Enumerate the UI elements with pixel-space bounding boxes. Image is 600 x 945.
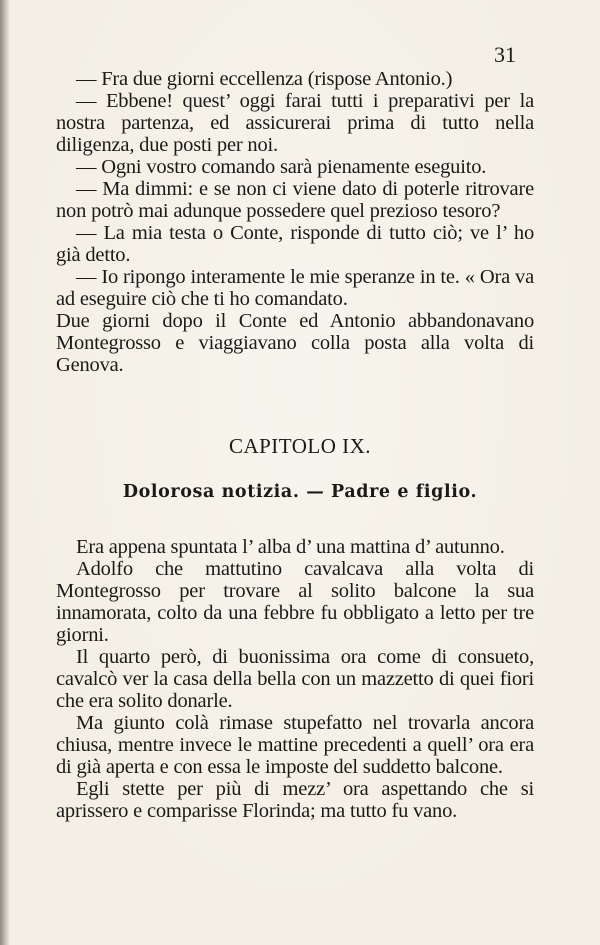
paragraph: Adolfo che mattutino cavalcava alla volta di Montegrosso per trovare al solito balcone la sua innamorata, colto da una febbre fu obbligato a letto per tre giorni. <box>56 558 534 646</box>
paragraph: Il quarto però, di buonissima ora come di consueto, cavalcò ver la casa della bella con un mazzetto di quei fiori che era solito donarle. <box>56 646 534 712</box>
chapter-title: CAPITOLO IX. <box>228 434 372 458</box>
chapter-body <box>56 536 534 822</box>
paragraph: — Io ripongo interamente le mie speranze in te. « Ora va ad eseguire ciò che ti ho comandato. <box>56 266 534 310</box>
paragraph: — Fra due giorni eccellenza (rispose Antonio.) <box>76 68 453 90</box>
paragraph: — La mia testa o Conte, risponde di tutto ciò; ve l’ ho già detto. <box>56 222 534 266</box>
paragraph: Due giorni dopo il Conte ed Antonio abbandonavano Montegrosso e viaggiavano colla posta alla volta di Genova. <box>56 310 534 376</box>
page-gutter-shadow <box>0 0 10 945</box>
paragraph: — Ogni vostro comando sarà pienamente eseguito. <box>76 156 487 178</box>
paragraph: Era appena spuntata l’ alba d’ una mattina d’ autunno. <box>76 536 505 558</box>
paragraph: Ma giunto colà rimase stupefatto nel trovarla ancora chiusa, mentre invece le mattine precedenti a quell’ ora era di già aperta e con essa le imposte del suddetto balcone. <box>56 712 534 778</box>
page-number: 31 <box>494 42 516 67</box>
paragraph: Egli stette per più di mezz’ ora aspettando che si aprissero e comparisse Florinda; ma tutto fu vano. <box>56 778 534 822</box>
paragraph: — Ma dimmi: e se non ci viene dato di poterle ritrovare non potrò mai adunque possedere quel prezioso tesoro? <box>56 178 534 222</box>
dialogue-section <box>56 68 534 376</box>
chapter-subtitle: Dolorosa notizia. — Padre e figlio. <box>122 482 478 502</box>
paragraph: — Ebbene! quest’ oggi farai tutti i preparativi per la nostra partenza, ed assicurerai prima di tutto nella diligenza, due posti per noi. <box>56 90 534 156</box>
